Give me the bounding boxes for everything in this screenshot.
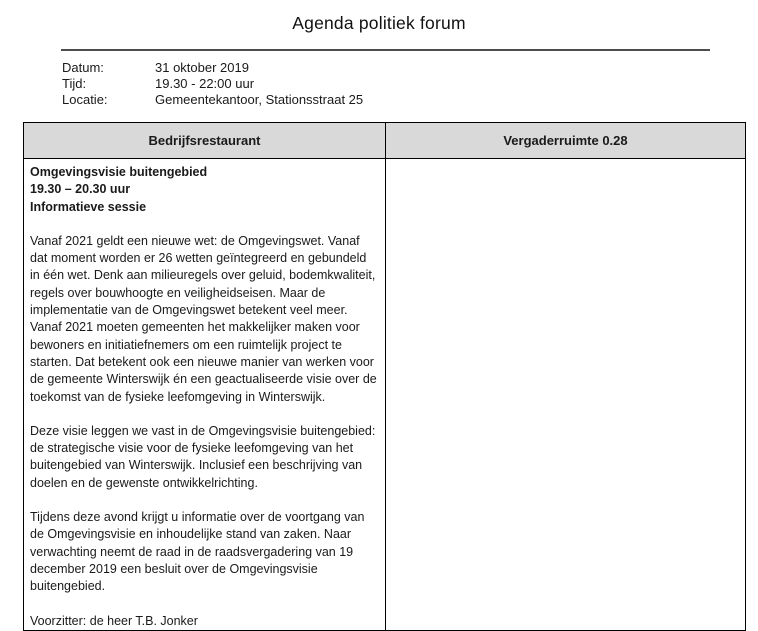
- meta-value-locatie: Gemeentekantoor, Stationsstraat 25: [155, 92, 364, 107]
- meta-label-tijd: Tijd:: [62, 76, 87, 91]
- session-title: Omgevingsvisie buitengebied: [30, 165, 208, 179]
- meta-value-tijd: 19.30 - 22:00 uur: [155, 76, 255, 91]
- meta-label-datum: Datum:: [62, 60, 104, 75]
- cell-bedrijfsrestaurant: [24, 159, 386, 631]
- session-paragraph: Deze visie leggen we vast in de Omgevingsvisie buitengebied: de strategische visie voor de fysieke leefomgeving van het buitengebied van Winterswijk. Inclusief een beschrijving van doelen en de gewenste ontwikkelrichting.: [30, 423, 376, 490]
- meta-row-datum: [62, 60, 758, 76]
- title-divider: [61, 49, 710, 51]
- agenda-body-row: [24, 159, 746, 631]
- session-paragraph: Tijdens deze avond krijgt u informatie over de voortgang van de Omgevingsvisie en inhoudelijke stand van zaken. Naar verwachting neemt de raad in de raadsvergadering van 19 december 2019 een besluit over de Omgevingsvisie buitengebied.: [30, 510, 365, 594]
- column-header-vergaderruimte: Vergaderruimte 0.28: [386, 123, 746, 159]
- page-title: Agenda politiek forum: [292, 13, 466, 33]
- session-time: 19.30 – 20.30 uur: [30, 182, 131, 197]
- agenda-header-row: [24, 123, 746, 159]
- session-heading: [30, 164, 379, 216]
- meta-block: [62, 60, 758, 108]
- column-header-bedrijfsrestaurant: Bedrijfsrestaurant: [24, 123, 386, 159]
- meta-row-locatie: [62, 92, 758, 108]
- meta-label-locatie: Locatie:: [62, 92, 108, 107]
- meta-row-tijd: [62, 76, 758, 92]
- meta-value-datum: 31 oktober 2019: [155, 60, 249, 75]
- session-paragraph: Vanaf 2021 geldt een nieuwe wet: de Omgevingswet. Vanaf dat moment worden er 26 wetten geïntegreerd en gebundeld in één wet. Denk aan milieuregels over geluid, bodemkwaliteit, regels over bouwhoogte en veiligheidseisen. Maar de implementatie van de Omgevingswet betekent veel meer. Vanaf 2021 moeten gemeenten het makkelijker maken voor bewoners en initiatiefnemers om een ruimtelijk project te starten. Dat betekent ook een nieuwe manier van werken voor de gemeente Winterswijk én een geactualiseerde visie over de toekomst van de fysieke leefomgeving in Winterswijk.: [30, 233, 377, 404]
- session-type: Informatieve sessie: [30, 199, 147, 214]
- agenda-table: [23, 122, 746, 631]
- session-chairman: Voorzitter: de heer T.B. Jonker: [30, 613, 198, 628]
- cell-vergaderruimte: [386, 159, 746, 631]
